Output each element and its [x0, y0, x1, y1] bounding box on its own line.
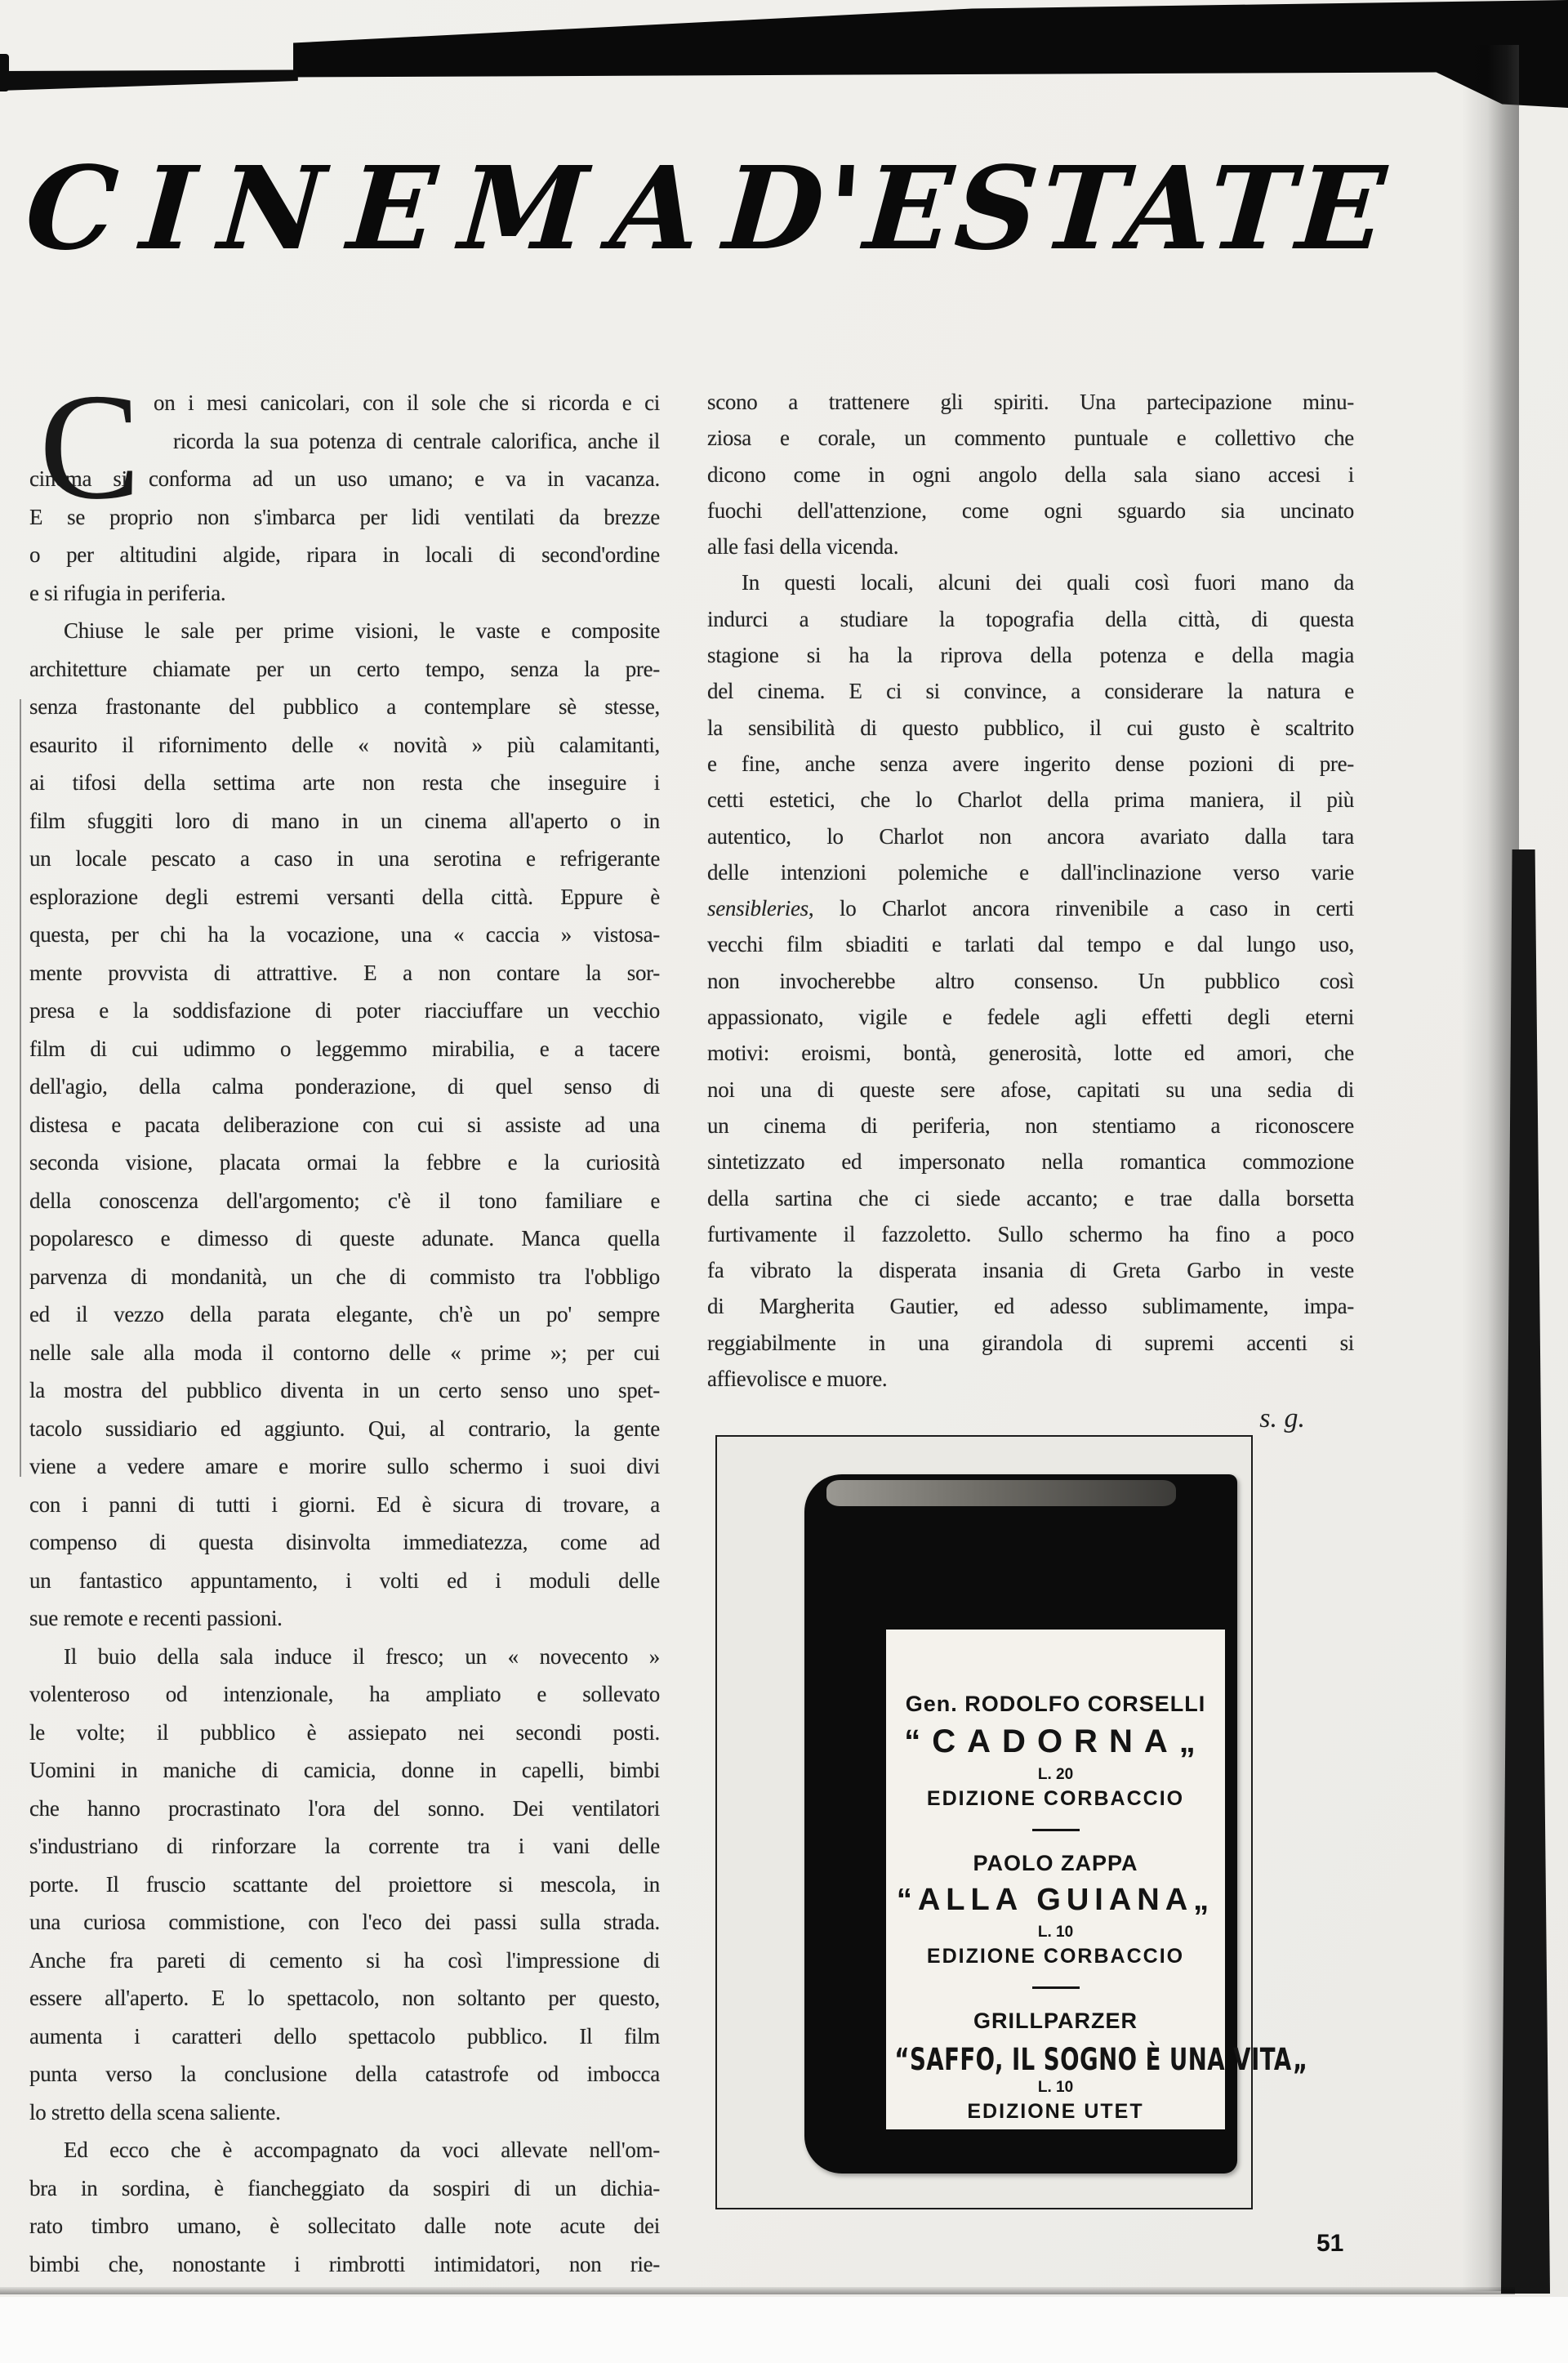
text-line: distesa e pacata deliberazione con cui si assiste ad una	[29, 1112, 660, 1137]
text-line: esplorazione degli estremi versanti della città. Eppure è	[29, 884, 660, 909]
text-line: scono a trattenere gli spiriti. Una partecipazione minu-	[707, 390, 1354, 414]
ad-divider	[1032, 1829, 1080, 1831]
text-line: ai tifosi della settima arte non resta che inseguire i	[29, 770, 660, 795]
text-line: dell'agio, della calma ponderazione, di quel senso di	[29, 1074, 660, 1099]
text-line: di Margherita Gautier, ed adesso sublimamente, impa-	[707, 1294, 1354, 1319]
right-column	[707, 384, 1354, 1397]
text-line: essere all'aperto. E lo spettacolo, non soltanto per questo,	[29, 1986, 660, 2010]
text-line: s'industriano di rinforzare la corrente tra i vani delle	[29, 1834, 660, 1858]
book-pages-edge	[826, 1480, 1176, 1506]
text-line: Chiuse le sale per prime visioni, le vaste e composite	[64, 618, 660, 643]
text-line: mente provvista di attrattive. E a non contare la sor-	[29, 960, 660, 985]
text-line: tacolo sussidiario ed aggiunto. Qui, al contrario, la gente	[29, 1416, 660, 1441]
text-line: delle intenzioni polemiche e dall'inclinazione verso varie	[707, 859, 1354, 885]
ad-author: GRILLPARZER	[973, 2009, 1138, 2033]
text-line: compenso di questa disinvolta immediatezza, come ad	[29, 1530, 660, 1554]
title-word-destate: D'ESTATE	[719, 142, 1393, 276]
text-line: sintetizzato ed impersonato nella romantica commozione	[707, 1149, 1354, 1175]
text-line: punta verso la conclusione della catastrofe od imbocca	[29, 2062, 660, 2086]
text-line: volenteroso od intenzionale, ha ampliato e sollevato	[29, 1682, 660, 1706]
text-line: furtivamente il fazzoletto. Sullo schermo ha fino a poco	[707, 1221, 1354, 1246]
text-line: non invocherebbe altro consenso. Un pubblico così	[707, 968, 1354, 993]
text-line: vecchi film sbiaditi e tarlati dal tempo e dal lungo uso,	[707, 932, 1354, 957]
text-line: presa e la soddisfazione di poter riacciuffare un vecchio	[29, 998, 660, 1023]
text-line: affievolisce e muore.	[707, 1367, 888, 1392]
text-line: fuochi dell'attenzione, come ogni sguardo sia uncinato	[707, 497, 1354, 523]
paragraph	[29, 612, 660, 1638]
text-line: della conoscenza dell'argomento; c'è il tono familiare e	[29, 1188, 660, 1213]
text-line: motivi: eroismi, bontà, generosità, lotte ed amori, che	[707, 1041, 1354, 1066]
text-line: noi una di queste sere afose, capitati su una sedia di	[707, 1077, 1354, 1102]
text-line: E se proprio non s'imbarca per lidi ventilati da brezze	[29, 504, 660, 529]
text-line: seconda visione, placata ormai la febbre e la curiosità	[29, 1150, 660, 1175]
text-line: e si rifugia in periferia.	[29, 580, 226, 605]
title-word-cinema: CINEMA	[21, 142, 729, 276]
text-line: questa, per chi ha la vocazione, una « caccia » vistosa-	[29, 922, 660, 947]
book-label	[886, 1630, 1308, 2129]
text-line: nelle sale alla moda il contorno delle « prime »; per cui	[29, 1340, 660, 1365]
text-line: on i mesi canicolari, con il sole che si ricorda e ci	[154, 390, 660, 415]
ad-divider	[1032, 1986, 1080, 1989]
text-line: In questi locali, alcuni dei quali così fuori mano da	[742, 570, 1354, 595]
text-line: cinema si conforma ad un uso umano; e va in vacanza.	[29, 466, 660, 491]
paragraph	[29, 1638, 660, 2132]
text-line: Anche fra pareti di cemento si ha così l'impressione di	[29, 1947, 660, 1973]
text-line: parvenza di mondanità, un che di commisto tra l'obbligo	[29, 1264, 660, 1289]
text-line: una curiosa commistione, con l'eco dei passi sulla strada.	[29, 1910, 660, 1934]
text-line: architetture chiamate per un certo tempo, senza la pre-	[29, 656, 660, 681]
ad-edition: EDIZIONE CORBACCIO	[926, 1945, 1185, 1968]
ad-title-wide2: “ALLA GUIANA„	[896, 1883, 1215, 1917]
text-line: autentico, lo Charlot non ancora avariato dalla tara	[707, 823, 1354, 849]
text-line: la sensibilità di questo pubblico, il cui gusto è scaltrito	[707, 715, 1354, 740]
text-line: o per altitudini algide, ripara in locali di second'ordine	[29, 542, 660, 567]
ad-price: L. 10	[1037, 1924, 1074, 1941]
ad-title-heavy: “SAFFO, IL SOGNO È UNA VITA„	[894, 2040, 1308, 2078]
text-line: Uomini in maniche di camicia, donne in capelli, bimbi	[29, 1758, 660, 1782]
page-title	[21, 142, 1393, 276]
ad-author: Gen. RODOLFO CORSELLI	[905, 1692, 1206, 1716]
text-line: lo stretto della scena saliente.	[29, 2099, 281, 2124]
text-line: un cinema di periferia, non stentiamo a riconoscere	[707, 1112, 1354, 1138]
text-line: aumenta i caratteri dello spettacolo pubblico. Il film	[29, 2023, 660, 2049]
text-line: un locale pescato a caso in una serotina e refrigerante	[29, 846, 660, 871]
drop-cap: C	[39, 363, 140, 531]
ad-author: PAOLO ZAPPA	[973, 1851, 1138, 1875]
text-line: che hanno procrastinato l'ora del sonno. Dei ventilatori	[29, 1795, 660, 1821]
text-line: alle fasi della vicenda.	[707, 534, 899, 560]
scan-fold-line	[20, 699, 21, 1477]
text-line: reggiabilmente in una girandola di supremi accenti si	[707, 1330, 1354, 1355]
text-line: stagione si ha la riprova della potenza e della magia	[707, 643, 1354, 668]
text-line: viene a vedere amare e morire sullo schermo i suoi divi	[29, 1454, 660, 1478]
text-line: ricorda la sua potenza di centrale calorifica, anche il	[173, 428, 660, 453]
text-line: indurci a studiare la topografia della città, di questa	[707, 606, 1354, 631]
text-line: senza frastonante del pubblico a contemplare sè stesse,	[29, 694, 660, 719]
text-line: Ed ecco che è accompagnato da voci allevate nell'om-	[64, 2138, 660, 2162]
text-line: film di cui udimmo o leggemmo mirabilia, e a tacere	[29, 1036, 660, 1061]
ad-edition: EDIZIONE CORBACCIO	[926, 1787, 1185, 1810]
text-line: ed il vezzo della parata elegante, ch'è un po' sempre	[29, 1302, 660, 1326]
text-line: fa vibrato la disperata insania di Greta Garbo in veste	[707, 1258, 1354, 1283]
ad-title-wide: “CADORNA„	[904, 1723, 1207, 1759]
text-line: film sfuggiti loro di mano in un cinema all'aperto o in	[29, 808, 660, 833]
page-number: 51	[1316, 2230, 1344, 2257]
ad-price: L. 20	[1037, 1766, 1074, 1783]
text-line: popolaresco e dimesso di queste adunate. Manca quella	[29, 1226, 660, 1251]
text-line: bimbi che, nonostante i rimbrotti intimidatori, non rie-	[29, 2251, 660, 2276]
text-line: e fine, anche senza avere ingerito dense pozioni di pre-	[707, 751, 1354, 776]
paragraph	[707, 564, 1354, 1397]
scan-artifact-left-nub	[0, 54, 9, 91]
text-line: esaurito il rifornimento delle « novità » più calamitanti,	[29, 732, 660, 757]
text-line: bra in sordina, è fiancheggiato da sospiri di un dichia-	[29, 2175, 660, 2200]
text-line: la mostra del pubblico diventa in un certo senso uno spet-	[29, 1378, 660, 1402]
text-line: sue remote e recenti passioni.	[29, 1606, 283, 1630]
text-line: Il buio della sala induce il fresco; un « novecento »	[64, 1643, 660, 1669]
ad-price: L. 10	[1037, 2079, 1074, 2096]
ad-edition: EDIZIONE UTET	[967, 2100, 1144, 2123]
text-line: della sartina che ci siede accanto; e trae dalla borsetta	[707, 1185, 1354, 1210]
text-line: sensibleries, lo Charlot ancora rinvenibile a caso in certi	[707, 896, 1354, 921]
text-line: rato timbro umano, è sollecitato dalle note acute dei	[29, 2214, 660, 2238]
text-line: appassionato, vigile e fedele agli effetti degli eterni	[707, 1005, 1354, 1030]
text-line: con i panni di tutti i giorni. Ed è sicura di trovare, a	[29, 1491, 660, 1517]
text-line: un fantastico appuntamento, i volti ed i moduli delle	[29, 1567, 660, 1593]
paragraph	[29, 2131, 660, 2283]
text-line: porte. Il fruscio scattante del proiettore si mescola, in	[29, 1871, 660, 1897]
text-line: cetti estetici, che lo Charlot della prima maniera, il più	[707, 787, 1354, 813]
text-line: dicono come in ogni angolo della sala siano accesi i	[707, 461, 1354, 487]
text-line: le volte; il pubblico è assiepato nei secondi posti.	[29, 1719, 660, 1745]
text-line: del cinema. E ci si convince, a considerare la natura e	[707, 679, 1354, 704]
text-line: ziosa e corale, un commento puntuale e collettivo che	[707, 426, 1354, 451]
author-signature: s. g.	[1259, 1403, 1305, 1433]
paragraph	[707, 384, 1354, 564]
left-column	[29, 363, 660, 2283]
page-bottom-edge	[0, 2287, 1515, 2294]
